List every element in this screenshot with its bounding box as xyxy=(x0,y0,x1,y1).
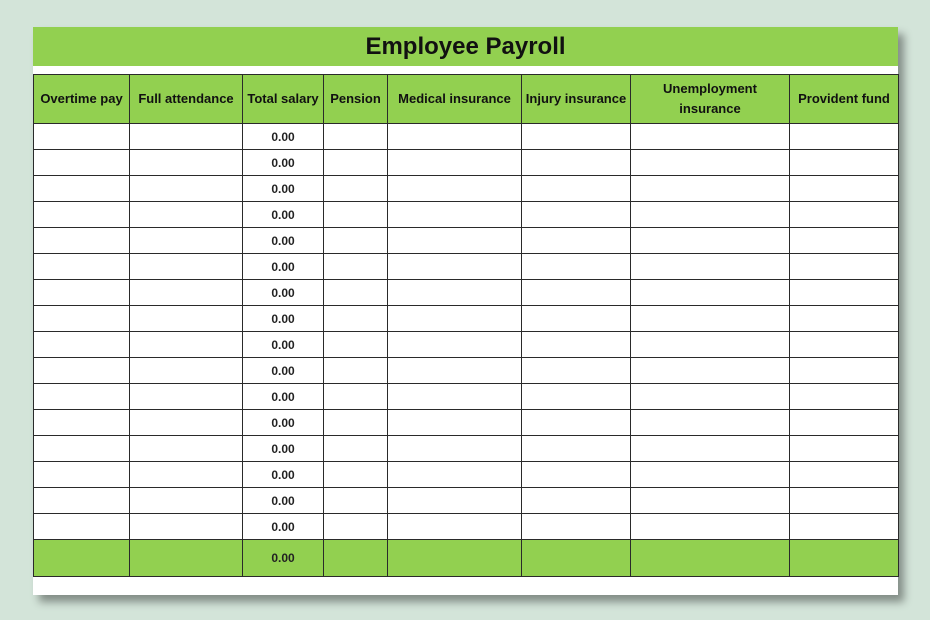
cell-provident-fund[interactable] xyxy=(790,410,899,436)
cell-injury-insurance[interactable] xyxy=(522,514,631,540)
cell-provident-fund[interactable] xyxy=(790,176,899,202)
cell-overtime-pay[interactable] xyxy=(34,280,130,306)
cell-medical-insurance[interactable] xyxy=(388,358,522,384)
cell-pension[interactable] xyxy=(324,332,388,358)
totals-row xyxy=(34,540,899,577)
payroll-table xyxy=(33,74,899,577)
cell-total-salary[interactable]: 0.00 xyxy=(243,150,324,176)
cell-full-attendance[interactable] xyxy=(130,306,243,332)
cell-provident-fund[interactable] xyxy=(790,514,899,540)
cell-medical-insurance[interactable] xyxy=(388,150,522,176)
cell-unemployment-insurance[interactable] xyxy=(631,150,790,176)
table-row xyxy=(34,410,899,436)
cell-medical-insurance[interactable] xyxy=(388,410,522,436)
cell-pension[interactable] xyxy=(324,410,388,436)
cell-unemployment-insurance[interactable] xyxy=(631,228,790,254)
cell-medical-insurance[interactable] xyxy=(388,254,522,280)
cell-provident-fund[interactable] xyxy=(790,488,899,514)
cell-pension[interactable] xyxy=(324,514,388,540)
column-header-pension[interactable]: Pension xyxy=(324,75,388,124)
cell-total-salary[interactable]: 0.00 xyxy=(243,332,324,358)
cell-unemployment-insurance[interactable] xyxy=(631,410,790,436)
cell-unemployment-insurance[interactable] xyxy=(631,488,790,514)
cell-pension[interactable] xyxy=(324,124,388,150)
cell-total-salary[interactable]: 0.00 xyxy=(243,358,324,384)
cell-pension[interactable] xyxy=(324,228,388,254)
cell-overtime-pay[interactable] xyxy=(34,384,130,410)
cell-pension[interactable] xyxy=(324,254,388,280)
cell-overtime-pay[interactable] xyxy=(34,436,130,462)
total-cell-unemployment-insurance[interactable] xyxy=(631,540,790,577)
cell-pension[interactable] xyxy=(324,436,388,462)
cell-overtime-pay[interactable] xyxy=(34,306,130,332)
table-row xyxy=(34,436,899,462)
cell-provident-fund[interactable] xyxy=(790,228,899,254)
cell-provident-fund[interactable] xyxy=(790,280,899,306)
cell-medical-insurance[interactable] xyxy=(388,306,522,332)
cell-full-attendance[interactable] xyxy=(130,202,243,228)
table-row xyxy=(34,228,899,254)
table-row xyxy=(34,306,899,332)
cell-unemployment-insurance[interactable] xyxy=(631,202,790,228)
cell-unemployment-insurance[interactable] xyxy=(631,176,790,202)
cell-provident-fund[interactable] xyxy=(790,332,899,358)
cell-unemployment-insurance[interactable] xyxy=(631,358,790,384)
total-cell-injury-insurance[interactable] xyxy=(522,540,631,577)
cell-full-attendance[interactable] xyxy=(130,254,243,280)
cell-overtime-pay[interactable] xyxy=(34,254,130,280)
total-cell-pension[interactable] xyxy=(324,540,388,577)
table-row xyxy=(34,462,899,488)
cell-full-attendance[interactable] xyxy=(130,176,243,202)
cell-medical-insurance[interactable] xyxy=(388,514,522,540)
cell-provident-fund[interactable] xyxy=(790,150,899,176)
cell-injury-insurance[interactable] xyxy=(522,358,631,384)
header-row xyxy=(34,75,899,124)
table-row xyxy=(34,488,899,514)
cell-injury-insurance[interactable] xyxy=(522,228,631,254)
column-header-unemployment-insurance[interactable]: Unemployment insurance xyxy=(631,75,790,124)
cell-injury-insurance[interactable] xyxy=(522,202,631,228)
cell-overtime-pay[interactable] xyxy=(34,332,130,358)
cell-unemployment-insurance[interactable] xyxy=(631,124,790,150)
cell-full-attendance[interactable] xyxy=(130,124,243,150)
cell-injury-insurance[interactable] xyxy=(522,332,631,358)
cell-medical-insurance[interactable] xyxy=(388,280,522,306)
cell-full-attendance[interactable] xyxy=(130,488,243,514)
cell-full-attendance[interactable] xyxy=(130,514,243,540)
cell-provident-fund[interactable] xyxy=(790,358,899,384)
cell-provident-fund[interactable] xyxy=(790,384,899,410)
table-row xyxy=(34,176,899,202)
column-header-injury-insurance[interactable]: Injury insurance xyxy=(522,75,631,124)
cell-provident-fund[interactable] xyxy=(790,202,899,228)
cell-full-attendance[interactable] xyxy=(130,228,243,254)
cell-total-salary[interactable]: 0.00 xyxy=(243,124,324,150)
table-row xyxy=(34,124,899,150)
cell-full-attendance[interactable] xyxy=(130,280,243,306)
table-row xyxy=(34,332,899,358)
cell-medical-insurance[interactable] xyxy=(388,124,522,150)
cell-injury-insurance[interactable] xyxy=(522,254,631,280)
cell-unemployment-insurance[interactable] xyxy=(631,514,790,540)
cell-total-salary[interactable]: 0.00 xyxy=(243,436,324,462)
cell-pension[interactable] xyxy=(324,384,388,410)
table-row xyxy=(34,202,899,228)
cell-total-salary[interactable]: 0.00 xyxy=(243,384,324,410)
table-row xyxy=(34,280,899,306)
cell-pension[interactable] xyxy=(324,462,388,488)
cell-unemployment-insurance[interactable] xyxy=(631,384,790,410)
cell-total-salary[interactable]: 0.00 xyxy=(243,176,324,202)
cell-medical-insurance[interactable] xyxy=(388,384,522,410)
table-row xyxy=(34,514,899,540)
cell-unemployment-insurance[interactable] xyxy=(631,280,790,306)
cell-injury-insurance[interactable] xyxy=(522,124,631,150)
cell-overtime-pay[interactable] xyxy=(34,462,130,488)
cell-unemployment-insurance[interactable] xyxy=(631,332,790,358)
cell-full-attendance[interactable] xyxy=(130,436,243,462)
column-header-full-attendance[interactable]: Full attendance xyxy=(130,75,243,124)
cell-pension[interactable] xyxy=(324,150,388,176)
cell-injury-insurance[interactable] xyxy=(522,306,631,332)
cell-overtime-pay[interactable] xyxy=(34,228,130,254)
cell-full-attendance[interactable] xyxy=(130,410,243,436)
cell-injury-insurance[interactable] xyxy=(522,384,631,410)
cell-pension[interactable] xyxy=(324,176,388,202)
cell-overtime-pay[interactable] xyxy=(34,202,130,228)
cell-pension[interactable] xyxy=(324,358,388,384)
cell-pension[interactable] xyxy=(324,202,388,228)
cell-unemployment-insurance[interactable] xyxy=(631,462,790,488)
cell-unemployment-insurance[interactable] xyxy=(631,436,790,462)
table-row xyxy=(34,358,899,384)
cell-injury-insurance[interactable] xyxy=(522,462,631,488)
cell-total-salary[interactable]: 0.00 xyxy=(243,254,324,280)
cell-overtime-pay[interactable] xyxy=(34,358,130,384)
cell-pension[interactable] xyxy=(324,280,388,306)
cell-overtime-pay[interactable] xyxy=(34,124,130,150)
table-row xyxy=(34,150,899,176)
cell-full-attendance[interactable] xyxy=(130,332,243,358)
cell-medical-insurance[interactable] xyxy=(388,228,522,254)
cell-medical-insurance[interactable] xyxy=(388,176,522,202)
total-cell-medical-insurance[interactable] xyxy=(388,540,522,577)
cell-full-attendance[interactable] xyxy=(130,358,243,384)
cell-full-attendance[interactable] xyxy=(130,384,243,410)
cell-overtime-pay[interactable] xyxy=(34,176,130,202)
cell-total-salary[interactable]: 0.00 xyxy=(243,306,324,332)
total-cell-overtime-pay[interactable] xyxy=(34,540,130,577)
total-cell-total-salary[interactable]: 0.00 xyxy=(243,540,324,577)
cell-total-salary[interactable]: 0.00 xyxy=(243,228,324,254)
cell-provident-fund[interactable] xyxy=(790,254,899,280)
table-row xyxy=(34,384,899,410)
cell-overtime-pay[interactable] xyxy=(34,150,130,176)
cell-unemployment-insurance[interactable] xyxy=(631,254,790,280)
cell-overtime-pay[interactable] xyxy=(34,514,130,540)
total-cell-provident-fund[interactable] xyxy=(790,540,899,577)
column-header-total-salary[interactable]: Total salary xyxy=(243,75,324,124)
cell-medical-insurance[interactable] xyxy=(388,488,522,514)
cell-injury-insurance[interactable] xyxy=(522,150,631,176)
payroll-sheet xyxy=(33,27,898,595)
cell-medical-insurance[interactable] xyxy=(388,332,522,358)
cell-overtime-pay[interactable] xyxy=(34,410,130,436)
cell-full-attendance[interactable] xyxy=(130,150,243,176)
cell-pension[interactable] xyxy=(324,306,388,332)
cell-medical-insurance[interactable] xyxy=(388,202,522,228)
column-header-overtime-pay[interactable]: Overtime pay xyxy=(34,75,130,124)
cell-overtime-pay[interactable] xyxy=(34,488,130,514)
cell-provident-fund[interactable] xyxy=(790,436,899,462)
cell-provident-fund[interactable] xyxy=(790,306,899,332)
table-row xyxy=(34,254,899,280)
cell-injury-insurance[interactable] xyxy=(522,436,631,462)
cell-provident-fund[interactable] xyxy=(790,124,899,150)
cell-total-salary[interactable]: 0.00 xyxy=(243,514,324,540)
cell-provident-fund[interactable] xyxy=(790,462,899,488)
cell-injury-insurance[interactable] xyxy=(522,410,631,436)
cell-total-salary[interactable]: 0.00 xyxy=(243,488,324,514)
cell-full-attendance[interactable] xyxy=(130,462,243,488)
cell-injury-insurance[interactable] xyxy=(522,176,631,202)
cell-unemployment-insurance[interactable] xyxy=(631,306,790,332)
total-cell-full-attendance[interactable] xyxy=(130,540,243,577)
cell-medical-insurance[interactable] xyxy=(388,436,522,462)
cell-total-salary[interactable]: 0.00 xyxy=(243,280,324,306)
cell-total-salary[interactable]: 0.00 xyxy=(243,462,324,488)
column-header-medical-insurance[interactable]: Medical insurance xyxy=(388,75,522,124)
cell-medical-insurance[interactable] xyxy=(388,462,522,488)
cell-total-salary[interactable]: 0.00 xyxy=(243,410,324,436)
cell-injury-insurance[interactable] xyxy=(522,488,631,514)
sheet-title: Employee Payroll xyxy=(33,27,898,66)
cell-total-salary[interactable]: 0.00 xyxy=(243,202,324,228)
column-header-provident-fund[interactable]: Provident fund xyxy=(790,75,899,124)
cell-injury-insurance[interactable] xyxy=(522,280,631,306)
cell-pension[interactable] xyxy=(324,488,388,514)
